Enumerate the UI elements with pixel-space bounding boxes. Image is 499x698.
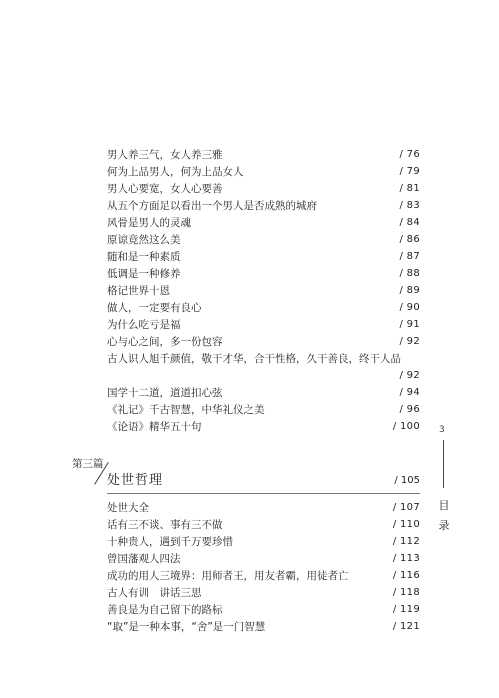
toc-entry-title: 曾国藩观人四法 xyxy=(107,553,181,565)
toc-entry-page: / 81 xyxy=(399,183,420,194)
toc-entry[interactable] xyxy=(107,317,420,333)
section-title: 处世哲理 xyxy=(107,473,164,488)
toc-entry-title: 心与心之间，多一份包容 xyxy=(107,336,223,348)
toc-entry-title: 风骨是男人的灵魂 xyxy=(107,217,191,229)
toc-entry-title: 从五个方面足以看出一个男人是否成熟的城府 xyxy=(107,200,317,212)
toc-entry-page: / 84 xyxy=(399,217,420,228)
toc-entry-title: 十种贵人，遇到千万要珍惜 xyxy=(107,536,233,548)
side-chapter-label: 目录 xyxy=(438,499,450,532)
toc-entry[interactable] xyxy=(107,517,420,533)
toc-entry[interactable] xyxy=(107,534,420,550)
toc-entry-page: / 119 xyxy=(392,604,420,615)
toc-entry[interactable] xyxy=(107,368,420,384)
toc-entry[interactable] xyxy=(107,266,420,282)
toc-entry-page: / 89 xyxy=(399,285,420,296)
toc-entry-page: / 87 xyxy=(399,251,420,262)
side-vertical-rule xyxy=(443,440,444,488)
toc-entry[interactable] xyxy=(107,215,420,231)
toc-entry-page: / 83 xyxy=(399,200,420,211)
toc-entry-title: 国学十二道，道道扣心弦 xyxy=(107,387,223,399)
section-underline xyxy=(107,493,420,494)
toc-entry[interactable] xyxy=(107,351,425,367)
toc-entry[interactable] xyxy=(107,619,420,635)
toc-entry[interactable] xyxy=(107,551,420,567)
toc-entry[interactable] xyxy=(107,147,420,163)
toc-entry-title: 处世大全 xyxy=(107,502,149,514)
toc-entry-page: / 116 xyxy=(392,570,420,581)
toc-entry-title: “取”是一种本事，“舍”是一门智慧 xyxy=(107,621,266,633)
toc-entry[interactable] xyxy=(107,500,420,516)
toc-entry-page: / 110 xyxy=(392,519,420,530)
toc-entry-title: 为什么吃亏是福 xyxy=(107,319,181,331)
toc-entry-title: 古人识人旭千颜值，敬干才华，合干性格，久干善良，终干人品 xyxy=(107,353,401,365)
toc-entry-page: / 100 xyxy=(392,421,420,432)
toc-entry[interactable] xyxy=(107,300,420,316)
toc-entry-page: / 96 xyxy=(399,404,420,415)
toc-entry-page: / 76 xyxy=(399,149,420,160)
toc-entry-title: 话有三不谈、事有三不做 xyxy=(107,519,223,531)
toc-entry-page: / 118 xyxy=(392,587,420,598)
toc-entry-page: / 79 xyxy=(399,166,420,177)
toc-entry[interactable] xyxy=(107,585,420,601)
toc-entry[interactable] xyxy=(107,402,420,418)
toc-entry-title: 成功的用人三境界：用师者王，用友者霸，用徒者亡 xyxy=(107,570,349,582)
section-page: / 105 xyxy=(394,475,420,486)
toc-entry-page: / 88 xyxy=(399,268,420,279)
toc-entry-page: / 94 xyxy=(399,387,420,398)
toc-entry-title: 男人心要宽，女人心要善 xyxy=(107,183,223,195)
toc-entry-title: 做人，一定要有良心 xyxy=(107,302,202,314)
toc-entry-title: 《礼记》千古智慧，中华礼仪之美 xyxy=(107,404,265,416)
toc-entry-title: 何为上品男人，何为上品女人 xyxy=(107,166,244,178)
toc-entry[interactable] xyxy=(107,283,420,299)
toc-entry[interactable] xyxy=(107,568,420,584)
toc-entry-title: 古人有训 讲话三思 xyxy=(107,587,202,599)
toc-entry[interactable] xyxy=(107,181,420,197)
toc-entry-page: / 90 xyxy=(399,302,420,313)
toc-entry[interactable] xyxy=(107,249,420,265)
toc-entry-title: 《论语》精华五十句 xyxy=(107,421,202,433)
toc-entry-page: / 112 xyxy=(392,536,420,547)
toc-entry-title: 格记世界十恩 xyxy=(107,285,170,297)
toc-entry[interactable] xyxy=(107,232,420,248)
toc-entry-title: 低调是一种修养 xyxy=(107,268,181,280)
toc-entry-page: / 107 xyxy=(392,502,420,513)
toc-entry-page: / 92 xyxy=(399,370,420,381)
page-number: 3 xyxy=(439,425,445,435)
toc-entry[interactable] xyxy=(107,602,420,618)
toc-entry[interactable] xyxy=(107,198,420,214)
toc-entry-title: 善良是为自己留下的路标 xyxy=(107,604,223,616)
toc-entry[interactable] xyxy=(107,419,420,435)
toc-entry-title: 原谅竟然这么美 xyxy=(107,234,181,246)
section-heading[interactable] xyxy=(64,456,420,496)
toc-entry-page: / 113 xyxy=(392,553,420,564)
section-label: 第三篇 xyxy=(72,458,104,470)
toc-entry[interactable] xyxy=(107,164,420,180)
toc-entry-page: / 121 xyxy=(392,621,420,632)
toc-entry-title: 随和是一种素质 xyxy=(107,251,181,263)
toc-entry-page: / 91 xyxy=(399,319,420,330)
toc-entry[interactable] xyxy=(107,385,420,401)
toc-entry-title: 男人养三气，女人养三雅 xyxy=(107,149,223,161)
toc-entry-page: / 92 xyxy=(399,336,420,347)
toc-entry[interactable] xyxy=(107,334,420,350)
toc-entry-page: / 86 xyxy=(399,234,420,245)
